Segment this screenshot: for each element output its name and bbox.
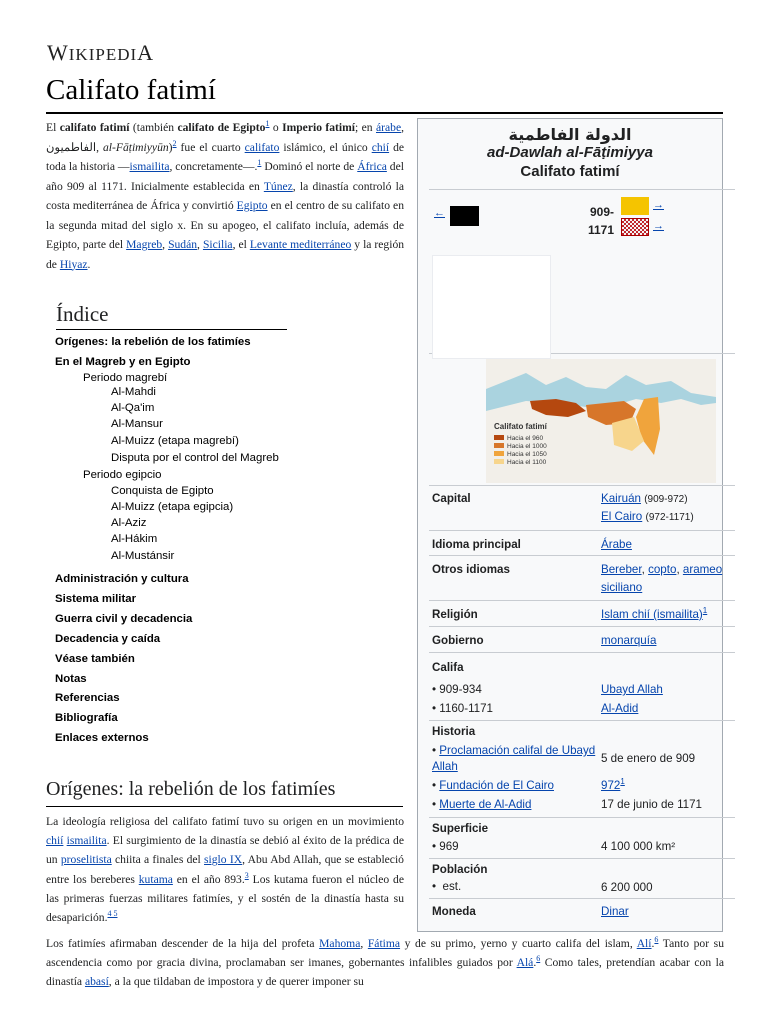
map-legend-swatch	[494, 435, 504, 440]
infobox	[417, 118, 723, 932]
infobox-divider	[429, 898, 735, 899]
toc-item[interactable]: Véase también	[55, 653, 135, 665]
califa-label: Califa	[432, 661, 464, 674]
previous-state-arrow[interactable]: ←	[434, 207, 445, 219]
toc-item[interactable]: Sistema militar	[55, 593, 137, 605]
map-legend-label: Hacia el 960	[507, 435, 544, 442]
territory-map[interactable]	[486, 359, 716, 483]
historia-date: 5 de enero de 909	[601, 752, 696, 765]
infobox-divider	[429, 720, 735, 721]
poblacion-label: Población	[432, 863, 488, 876]
link-ali[interactable]: Alí	[636, 937, 652, 950]
toc-heading: Índice	[56, 302, 109, 326]
section-paragraph: La ideología religiosa del califato fatimí tuvo su origen en un movimiento chií ismailita. El surgimiento de la dinastía se debió al éxito de la prédica de un proselitista chiita a finales del siglo IX, Abu Abd Allah, que se estableció entre los bereberes kutama en el año 893.$^3$ Los kutama fueron el núcleo de las primeras fuerzas militares fatimíes, y el sostén de la dinastía hasta su desaparición.$^{4 5}$	[46, 815, 404, 925]
map-legend-label: Hacia el 1000	[507, 443, 547, 450]
califa-years: • 909-934	[432, 683, 482, 696]
toc-item[interactable]: Al-Mahdi	[111, 386, 156, 398]
lead-paragraph: El califato fatimí (también califato de Egipto$^1$ o Imperio fatimí; en árabe, الفاطميون‎, al-Fāṭimiyyūn)$^2$ fue el cuarto califato islámico, el único chií de toda la historia —ismailita, concretamente—.$^1$ Dominó el norte de África del año 909 al 1171. Inicialmente establecida en Túnez, la dinastía controló la costa mediterránea de África y convirtió Egipto en el centro de su califato en la segunda mitad del siglo x. En su apogeo, el califato incluía, además de Egipto, parte del Magreb, Sudán, Sicilia, el Levante mediterráneo y la región de Hiyaz.	[46, 119, 405, 271]
link-siciliano[interactable]: siciliano	[601, 581, 643, 594]
califa-years: • 1160-1171	[432, 702, 494, 715]
map-legend-title: Califato fatimí	[494, 422, 547, 431]
toc-item[interactable]: Decadencia y caída	[55, 633, 161, 645]
idioma-value[interactable]: Árabe	[601, 538, 632, 551]
link-copto[interactable]: copto	[648, 563, 677, 576]
infobox-divider	[429, 858, 735, 859]
map-legend-swatch	[494, 451, 504, 456]
link-chii[interactable]: chií	[371, 140, 390, 154]
link-fatima[interactable]: Fátima	[367, 937, 401, 950]
religion-label: Religión	[432, 608, 478, 621]
link-ala[interactable]: Alá	[516, 956, 534, 970]
toc-item[interactable]: Bibliografía	[55, 712, 118, 724]
link-chii[interactable]: chií	[46, 834, 64, 848]
toc-item[interactable]: Al-Aziz	[111, 517, 147, 529]
toc-item[interactable]: Enlaces externos	[55, 732, 149, 744]
map-legend-swatch	[494, 459, 504, 464]
previous-state-flag[interactable]	[450, 206, 479, 226]
section-heading: Orígenes: la rebelión de los fatimíes	[46, 778, 336, 800]
toc-item[interactable]: Al-Mansur	[111, 418, 163, 430]
toc-item[interactable]: Al-Qa'im	[111, 402, 155, 414]
toc-item[interactable]: Al-Muizz (etapa magrebí)	[111, 435, 239, 447]
link-magreb[interactable]: Magreb	[126, 238, 163, 251]
ref-link[interactable]: 1	[265, 119, 270, 128]
infobox-divider	[429, 530, 735, 531]
map-legend-label: Hacia el 1050	[507, 451, 547, 458]
link-ismailita[interactable]: ismailita	[66, 834, 107, 848]
historia-event: • Fundación de El Cairo	[432, 779, 554, 792]
toc-item[interactable]: Disputa por el control del Magreb	[111, 452, 279, 464]
link-sicilia[interactable]: Sicilia	[202, 238, 233, 251]
link-proselitista[interactable]: proselitista	[60, 853, 112, 867]
toc-item[interactable]: Periodo magrebí	[83, 372, 168, 384]
section-divider	[46, 806, 403, 807]
ref-link[interactable]: 6	[654, 935, 659, 944]
coat-of-arms-image[interactable]	[432, 255, 551, 359]
infobox-divider	[429, 817, 735, 818]
moneda-label: Moneda	[432, 905, 476, 918]
idioma-label: Idioma principal	[432, 538, 521, 551]
otros-idiomas-label: Otros idiomas	[432, 563, 510, 576]
infobox-divider	[429, 555, 735, 556]
link-bereber[interactable]: Bereber	[601, 563, 642, 576]
infobox-divider	[429, 652, 735, 653]
ref-link[interactable]: 1	[702, 606, 708, 615]
link-africa[interactable]: África	[357, 160, 387, 173]
link-siglo-ix[interactable]: siglo IX	[204, 853, 243, 867]
link-arabe[interactable]: árabe	[376, 121, 402, 134]
link-kairuan[interactable]: Kairuán	[601, 492, 641, 505]
capital-value: El Cairo (972-1171)	[601, 510, 694, 523]
otros-idiomas-value: Bereber, copto, arameo	[601, 563, 723, 576]
toc-item[interactable]: Al-Muizz (etapa egipcia)	[111, 501, 234, 513]
next-state-arrow[interactable]: →	[653, 220, 664, 232]
toc-item[interactable]: Notas	[55, 673, 87, 685]
infobox-divider	[429, 189, 735, 190]
historia-event: • Muerte de Al-Adid	[432, 798, 532, 811]
next-state-flag[interactable]	[621, 197, 649, 215]
map-legend-swatch	[494, 443, 504, 448]
toc-item[interactable]: Conquista de Egipto	[111, 485, 214, 497]
ref-link[interactable]: 3	[244, 870, 249, 880]
toc-item[interactable]: Al-Mustánsir	[111, 550, 175, 562]
toc-divider	[56, 329, 287, 330]
poblacion-year: • est.	[432, 880, 462, 893]
link-kutama[interactable]: kutama	[138, 872, 173, 886]
toc-item[interactable]: Orígenes: la rebelión de los fatimíes	[55, 336, 251, 348]
toc-item[interactable]: Guerra civil y decadencia	[55, 613, 193, 625]
poblacion-value: 6 200 000	[601, 881, 653, 894]
moneda-value[interactable]: Dinar	[601, 905, 629, 918]
infobox-name: Califato fatimí	[520, 163, 620, 180]
ref-link[interactable]: 1	[257, 158, 262, 167]
ref-link[interactable]: 2	[172, 138, 177, 148]
historia-event: • Proclamación califal de Ubayd Allah	[432, 744, 596, 773]
next-state-arrow[interactable]: →	[653, 199, 664, 211]
toc-item[interactable]: Referencias	[55, 692, 120, 704]
link-levante[interactable]: Levante mediterráneo	[249, 238, 352, 251]
page-title: Califato fatimí	[46, 74, 216, 106]
next-state-flag[interactable]	[621, 218, 649, 236]
superficie-label: Superficie	[432, 822, 489, 835]
toc-item[interactable]: Al-Hákim	[111, 533, 158, 545]
capital-label: Capital	[432, 492, 471, 505]
infobox-divider	[429, 600, 735, 601]
gobierno-label: Gobierno	[432, 634, 484, 647]
map-legend-label: Hacia el 1100	[507, 459, 547, 466]
ref-link[interactable]: 6	[536, 954, 541, 964]
ref-link[interactable]: 4 5	[107, 909, 118, 919]
infobox-name-arabic: الدولة الفاطمية	[508, 125, 632, 144]
capital-value: Kairuán (909-972)	[601, 492, 688, 505]
link-arameo[interactable]: arameo	[682, 563, 723, 576]
infobox-divider	[429, 626, 735, 627]
title-divider	[46, 112, 723, 114]
wikipedia-wordmark: WIKIPEDIA	[47, 40, 155, 65]
superficie-year: • 969	[432, 840, 459, 853]
ref-link[interactable]: 1	[620, 777, 625, 786]
succession-years: 909- 1171	[587, 205, 614, 237]
link-ismailita[interactable]: ismailita	[129, 160, 170, 173]
section-paragraph: Los fatimíes afirmaban descender de la hija del profeta Mahoma, Fátima y de su primo, yerno y cuarto califa del islam, Alí.$^6$ Tanto por su ascendencia como por gracia divina, proclamaban ser imanes, gobernantes infalibles guiados por Alá.$^6$ Como tales, pretendían acabar con la dinastía abasí, a la que tildaban de impostora y de querer imponer su	[46, 935, 724, 989]
link-egipto[interactable]: Egipto	[236, 199, 268, 212]
superficie-value: 4 100 000 km²	[601, 840, 676, 853]
link-mahoma[interactable]: Mahoma	[319, 937, 361, 950]
link-hiyaz[interactable]: Hiyaz	[59, 257, 88, 271]
toc-item[interactable]: En el Magreb y en Egipto	[55, 356, 191, 368]
infobox-divider	[429, 485, 735, 486]
link-sudan[interactable]: Sudán	[168, 238, 198, 251]
califa-name[interactable]: Ubayd Allah	[601, 683, 663, 696]
gobierno-value[interactable]: monarquía	[601, 634, 657, 647]
infobox-name-translit: ad-Dawlah al-Fāṭimiyya	[487, 144, 653, 161]
link-califato[interactable]: califato	[244, 140, 280, 154]
religion-value: Islam chií (ismailita)$^1$	[601, 606, 708, 621]
toc-item[interactable]: Periodo egipcio	[83, 469, 162, 481]
link-abasi[interactable]: abasí	[84, 975, 109, 989]
link-el-cairo[interactable]: El Cairo	[601, 510, 643, 523]
link-tunez[interactable]: Túnez	[263, 179, 293, 193]
toc-item[interactable]: Administración y cultura	[55, 573, 189, 585]
califa-name[interactable]: Al-Adid	[601, 702, 639, 715]
historia-label: Historia	[432, 725, 476, 738]
historia-date: $972^1$	[601, 777, 625, 792]
historia-date: 17 de junio de 1171	[601, 798, 702, 811]
